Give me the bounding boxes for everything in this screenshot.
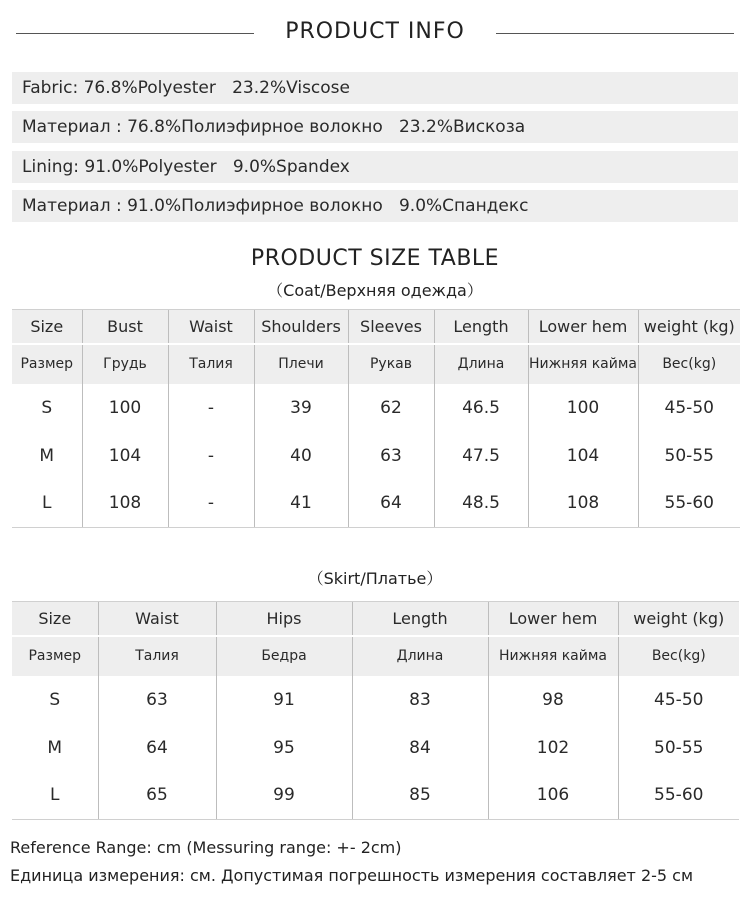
fabric-composition-ru: Материал : 76.8%Полиэфирное волокно 23.2%Вискоза: [12, 111, 738, 143]
coat-header-weight-ru: Вес(kg): [638, 344, 740, 384]
table-cell: 106: [488, 772, 618, 820]
table-cell: 85: [352, 772, 488, 820]
table-cell: 100: [82, 384, 168, 432]
coat-header-sleeves: Sleeves: [348, 310, 434, 344]
table-cell: 65: [98, 772, 216, 820]
table-row: [12, 432, 740, 480]
skirt-header-length-ru: Длина: [352, 636, 488, 676]
table-row: [12, 724, 739, 772]
table-cell: 39: [254, 384, 348, 432]
table-cell: S: [41, 397, 53, 418]
skirt-header-size: Size: [12, 602, 98, 636]
table-cell: 48.5: [434, 480, 528, 528]
table-cell: 64: [98, 724, 216, 772]
table-row: [12, 772, 739, 820]
table-cell: 63: [348, 432, 434, 480]
table-cell: 108: [82, 480, 168, 528]
lining-composition: Lining: 91.0%Polyester 9.0%Spandex: [12, 151, 738, 183]
table-cell: 45-50: [618, 676, 739, 724]
coat-header-row-ru: [12, 344, 740, 384]
table-cell: S: [49, 689, 61, 710]
table-cell: 55-60: [638, 480, 740, 528]
table-cell: 100: [528, 384, 638, 432]
skirt-header-row-ru: [12, 636, 739, 676]
skirt-header-waist: Waist: [98, 602, 216, 636]
coat-header-length-ru: Длина: [434, 344, 528, 384]
coat-header-lower-hem: Lower hem: [528, 310, 638, 344]
table-cell: L: [12, 772, 98, 820]
table-cell: 108: [528, 480, 638, 528]
table-row: [12, 384, 740, 432]
skirt-header-hips-ru: Бедра: [216, 636, 352, 676]
coat-size-table: [12, 309, 740, 528]
skirt-header-lower-hem: Lower hem: [488, 602, 618, 636]
skirt-header-waist-ru: Талия: [98, 636, 216, 676]
table-cell: 40: [254, 432, 348, 480]
table-cell: 50-55: [618, 724, 739, 772]
table-cell: 102: [488, 724, 618, 772]
product-info-title: PRODUCT INFO: [285, 19, 465, 44]
table-cell: 84: [352, 724, 488, 772]
table-row: [12, 480, 740, 528]
skirt-header-weight: weight (kg): [618, 602, 739, 636]
reference-range-note-ru: Единица измерения: см. Допустимая погрешность измерения составляет 2-5 см: [10, 866, 694, 885]
table-cell: M: [47, 737, 63, 758]
coat-header-waist: Waist: [168, 310, 254, 344]
coat-header-shoulders: Shoulders: [254, 310, 348, 344]
coat-header-bust-ru: Грудь: [82, 344, 168, 384]
table-cell: -: [168, 480, 254, 528]
table-cell: 98: [488, 676, 618, 724]
coat-header-length: Length: [434, 310, 528, 344]
skirt-header-weight-ru: Вес(kg): [618, 636, 739, 676]
table-cell: 63: [98, 676, 216, 724]
coat-header-weight: weight (kg): [638, 310, 740, 344]
table-cell: 50-55: [638, 432, 740, 480]
table-cell: 55-60: [618, 772, 739, 820]
table-cell: 99: [216, 772, 352, 820]
coat-header-sleeves-ru: Рукав: [348, 344, 434, 384]
skirt-subtitle: （Skirt/Платье）: [307, 569, 443, 588]
table-cell: 45-50: [638, 384, 740, 432]
table-cell: -: [168, 432, 254, 480]
table-cell: 104: [82, 432, 168, 480]
fabric-composition: Fabric: 76.8%Polyester 23.2%Viscose: [12, 72, 738, 104]
table-row: [12, 676, 739, 724]
skirt-header-size-ru: Размер: [12, 636, 98, 676]
table-cell: -: [168, 384, 254, 432]
table-cell: 83: [352, 676, 488, 724]
coat-header-row: [12, 310, 740, 344]
lining-composition-ru: Материал : 91.0%Полиэфирное волокно 9.0%Спандекс: [12, 190, 738, 222]
size-table-title: PRODUCT SIZE TABLE: [250, 246, 500, 271]
table-cell: 95: [216, 724, 352, 772]
coat-header-waist-ru: Талия: [168, 344, 254, 384]
skirt-header-length: Length: [352, 602, 488, 636]
table-cell: 91: [216, 676, 352, 724]
table-cell: M: [39, 445, 55, 466]
table-cell: 62: [348, 384, 434, 432]
table-cell: 64: [348, 480, 434, 528]
skirt-header-hips: Hips: [216, 602, 352, 636]
coat-header-size-ru: Размер: [12, 344, 82, 384]
coat-header-shoulders-ru: Плечи: [254, 344, 348, 384]
table-cell: 46.5: [434, 384, 528, 432]
table-cell: 47.5: [434, 432, 528, 480]
skirt-header-lower-hem-ru: Нижняя кайма: [488, 636, 618, 676]
coat-header-bust: Bust: [82, 310, 168, 344]
coat-header-lower-hem-ru: Нижняя кайма: [528, 344, 638, 384]
coat-subtitle: （Coat/Верхняя одежда）: [267, 281, 483, 300]
product-info-header: [0, 14, 750, 54]
table-cell: 104: [528, 432, 638, 480]
reference-range-note: Reference Range: cm (Messuring range: +- 2cm): [10, 838, 402, 857]
table-cell: 41: [254, 480, 348, 528]
skirt-size-table: [12, 601, 739, 820]
coat-header-size: Size: [12, 310, 82, 344]
table-cell: L: [12, 480, 82, 528]
skirt-header-row: [12, 602, 739, 636]
header-divider-right: [496, 33, 734, 34]
